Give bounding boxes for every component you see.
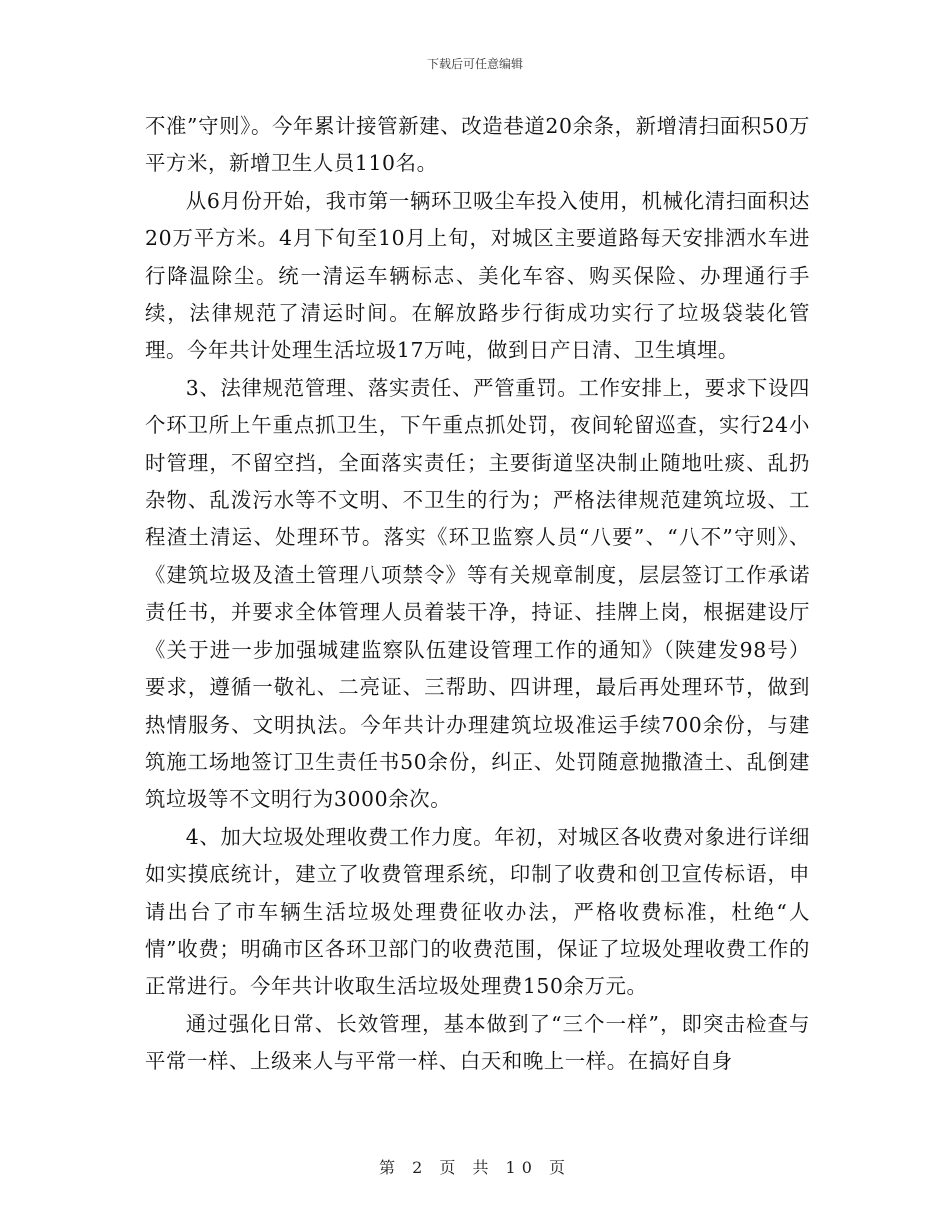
paragraph-vacuum-truck: 从6月份开始，我市第一辆环卫吸尘车投入使用，机械化清扫面积达20万平方米。4月下旬至10月上旬，对城区主要道路每天安排洒水车进行降温除尘。统一清运车辆标志、美化车容、购买保险、办理通行手续，法律规范了清运时间。在解放路步行街成功实行了垃圾袋装化管理。今年共计处理生活垃圾17万吨，做到日产日清、卫生填埋。 — [145, 188, 810, 363]
paragraph-continuation: 不准”守则》。今年累计接管新建、改造巷道20余条，新增清扫面积50万平方米，新增卫生人员110名。 — [145, 114, 810, 176]
paragraph-item-3: 3、法律规范管理、落实责任、严管重罚。工作安排上，要求下设四个环卫所上午重点抓卫生，下午重点抓处罚，夜间轮留巡查，实行24小时管理，不留空挡，全面落实责任；主要街道坚决制止随地吐痰、乱扔杂物、乱泼污水等不文明、不卫生的行为；严格法律规范建筑垃圾、工程渣土清运、处理环节。落实《环卫监察人员“八要”、“八不”守则》、《建筑垃圾及渣土管理八项禁令》等有关规章制度，层层签订工作承诺责任书，并要求全体管理人员着装干净，持证、挂牌上岗，根据建设厅《关于进一步加强城建监察队伍建设管理工作的通知》（陕建发98号）要求，遵循一敬礼、二亮证、三帮助、四讲理，最后再处理环节，做到热情服务、文明执法。今年共计办理建筑垃圾准运手续700余份，与建筑施工场地签订卫生责任书50余份，纠正、处罚随意抛撒渣土、乱倒建筑垃圾等不文明行为3000余次。 — [145, 375, 810, 812]
page-number: 第 2 页 共 10 页 — [379, 1158, 571, 1177]
document-body — [145, 108, 810, 1081]
page-header: 下载后可任意编辑 — [426, 57, 523, 71]
paragraph-three-same: 通过强化日常、长效管理，基本做到了“三个一样”，即突击检查与平常一样、上级来人与平常一样、白天和晚上一样。在搞好自身 — [145, 1011, 810, 1074]
paragraph-item-4: 4、加大垃圾处理收费工作力度。年初，对城区各收费对象进行详细如实摸底统计，建立了收费管理系统，印制了收费和创卫宣传标语，申请出台了市车辆生活垃圾处理费征收办法，严格收费标准，杜绝“人情”收费；明确市区各环卫部门的收费范围，保证了垃圾处理收费工作的正常进行。今年共计收取生活垃圾处理费150余万元。 — [145, 824, 810, 999]
